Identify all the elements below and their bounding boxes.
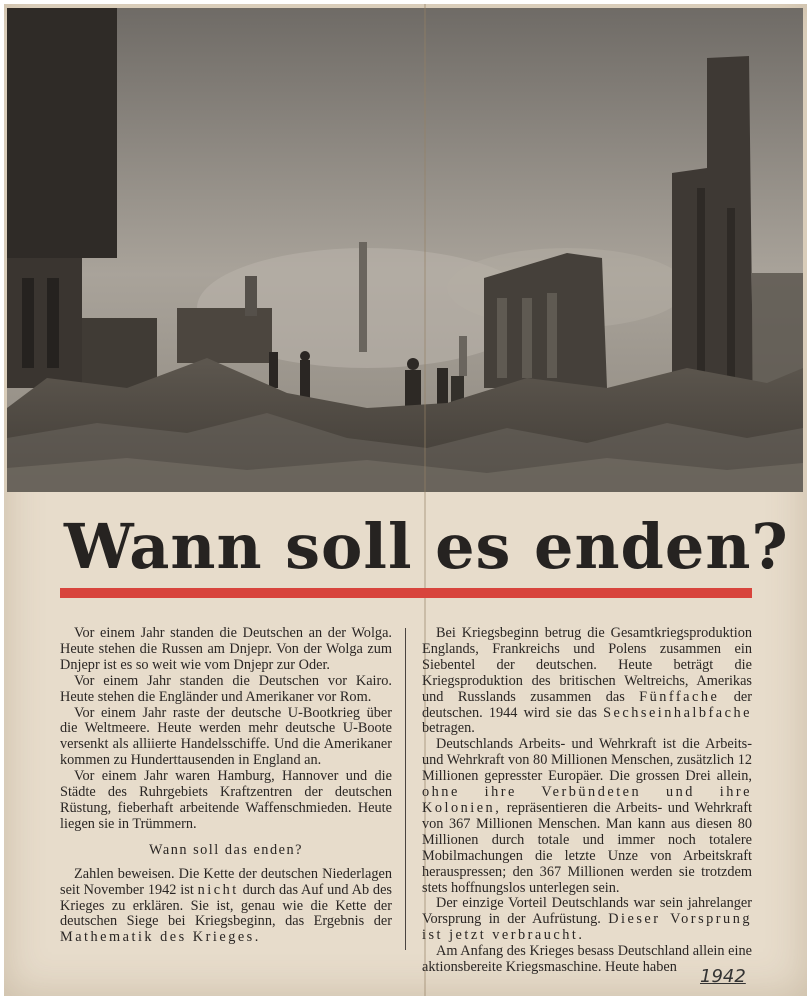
spaced-emphasis: ohne ihre Verbündeten und ihre Kolonien, (422, 784, 752, 816)
handwritten-year: 1942 (700, 966, 746, 987)
left-paragraph-5 (60, 867, 392, 947)
war-ruins-photo (7, 8, 803, 492)
text-run: Bei Kriegsbeginn betrug die Gesamtkriegsproduktion Englands, Frankreichs und Polens zusammen ein Siebentel der deutschen. Heute beträgt die Kriegsproduktion des britischen Weltreichs, Amerikas und Russlands zusammen das (422, 625, 752, 705)
text-run: Der einzige Vorteil Deutschlands war sein jahrelanger Vorsprung in der Aufrüstung. (422, 895, 752, 928)
ruins-illustration (7, 8, 803, 492)
text-run: betragen. (422, 720, 475, 737)
right-paragraph-1 (422, 626, 752, 737)
text-run: Zahlen beweisen. Die Kette der deutschen Niederlagen seit November 1942 ist (60, 865, 392, 898)
text-run: Deutschlands Arbeits- und Wehrkraft ist die Arbeits- und Wehrkraft von 80 Millionen Menschen, zusätzlich 12 Millionen gepresster Europäer. Die grossen Drei allein, (422, 736, 752, 785)
red-rule (60, 588, 752, 598)
spaced-emphasis: Fünffache (639, 688, 720, 705)
left-paragraph-4: Vor einem Jahr waren Hamburg, Hannover und die Städte des Ruhrgebiets Kraftzentren der deutschen Rüstung, fieberhaft arbeitende Waffenschmieden. Heute liegen sie in Trümmern. (60, 768, 392, 832)
text-run: repräsentieren die Arbeits- und Wehrkraft von 367 Millionen Menschen. Man kann aus diesen 80 Millionen durch totale und immer noch totalere Mobilmachungen die letzte Unze von Arbeitskraft herauspressen; den 367 Millionen werden sie trotzdem stets hoffnungslos unterlegen sein. (422, 799, 752, 896)
left-column (60, 626, 392, 946)
subheading: Wann soll das enden? (149, 841, 303, 858)
right-paragraph-4: Am Anfang des Krieges besass Deutschland allein eine aktionsbereite Kriegsmaschine. Heute haben (422, 943, 752, 976)
left-paragraph-3: Vor einem Jahr raste der deutsche U-Bootkrieg über die Weltmeere. Heute werden mehr deutsche U-Boote versenkt als alliierte Handelsschiffe. Und die Amerikaner kommen zu Hunderttausenden in England an. (60, 704, 392, 769)
headline: Wann soll es enden? (64, 510, 789, 583)
column-divider (405, 628, 406, 950)
leaflet-page (4, 4, 807, 996)
spaced-emphasis: Sechseinhalbfache (603, 704, 752, 721)
left-paragraph-2: Vor einem Jahr standen die Deutschen vor Kairo. Heute stehen die Engländer und Amerikaner vor Rom. (60, 672, 392, 705)
text-run: der deutschen. 1944 wird sie das (422, 688, 752, 721)
right-column (422, 626, 752, 976)
spaced-emphasis: nicht (197, 881, 239, 898)
spaced-emphasis: Mathematik des Krieges. (60, 929, 261, 946)
left-paragraph-1: Vor einem Jahr standen die Deutschen an der Wolga. Heute stehen die Russen am Dnjepr. Von der Wolga zum Dnjepr ist es so weit wie vom Dnjepr zur Oder. (60, 625, 392, 673)
right-paragraph-2 (422, 737, 752, 896)
text-run: durch das Auf und Ab des Krieges zu erklären. Sie ist, genau wie die Kette der deutschen Siege bei Kriegsbeginn, das Ergebnis der (60, 881, 392, 930)
spaced-emphasis: Dieser Vorsprung ist jetzt verbraucht. (422, 911, 752, 944)
right-paragraph-3 (422, 896, 752, 944)
